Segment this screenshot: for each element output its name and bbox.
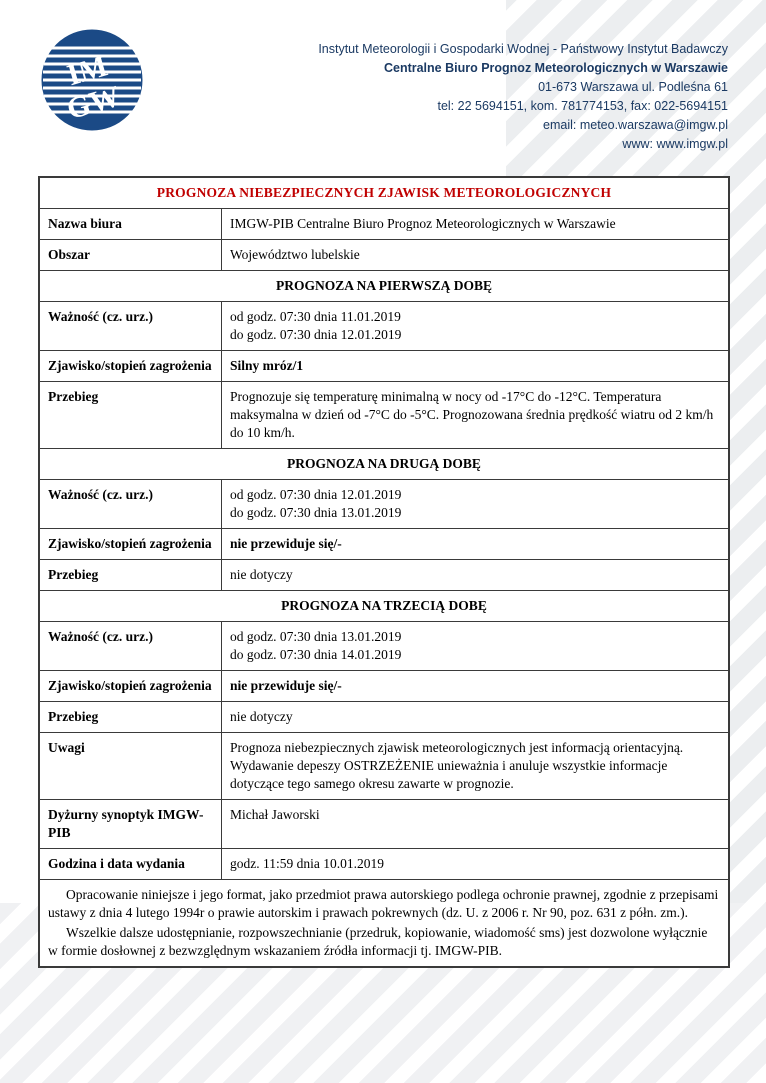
header-website: www: www.imgw.pl — [622, 137, 728, 151]
day1-section-header: PROGNOZA NA PIERWSZĄ DOBĘ — [40, 271, 729, 302]
synoptic-label: Dyżurny synoptyk IMGW-PIB — [40, 800, 222, 849]
table-row — [40, 529, 729, 560]
table-row — [40, 271, 729, 302]
area-label: Obszar — [40, 240, 222, 271]
table-row — [40, 702, 729, 733]
day3-section-header: PROGNOZA NA TRZECIĄ DOBĘ — [40, 591, 729, 622]
table-row — [40, 591, 729, 622]
table-row — [40, 733, 729, 800]
table-row — [40, 849, 729, 880]
header-email: email: meteo.warszawa@imgw.pl — [543, 118, 728, 132]
document-title: PROGNOZA NIEBEZPIECZNYCH ZJAWISK METEOROLOGICZNYCH — [40, 178, 729, 209]
office-value: IMGW-PIB Centralne Biuro Prognoz Meteorologicznych w Warszawie — [222, 209, 729, 240]
footnote-distribution: Wszelkie dalsze udostępnianie, rozpowszechnianie (przedruk, kopiowanie, wiadomość sms) jest dozwolone wyłącznie w formie dosłownej z bezwzględnym wskazaniem źródła informacji tj. IMGW-PIB. — [48, 925, 708, 958]
day2-validity-to: do godz. 07:30 dnia 13.01.2019 — [230, 505, 402, 520]
footnote-copyright: Opracowanie niniejsze i jego format, jako przedmiot prawa autorskiego podlega ochronie prawnej, zgodnie z przepisami ustawy z dnia 4 lutego 1994r o prawie autorskim i prawach pokrewnych (dz. U. z 2006 r. Nr 90, poz. 631 z półn. zm.). — [48, 887, 719, 920]
header-address: 01-673 Warszawa ul. Podleśna 61 — [538, 80, 728, 94]
day1-course-value: Prognozuje się temperaturę minimalną w nocy od -17°C do -12°C. Temperatura maksymalna w dzień od -7°C do -5°C. Prognozowana średnia prędkość wiatru od 2 km/h do 10 km/h. — [222, 382, 729, 449]
day3-phenomenon-label: Zjawisko/stopień zagrożenia — [40, 671, 222, 702]
day1-course-label: Przebieg — [40, 382, 222, 449]
day2-course-value: nie dotyczy — [222, 560, 729, 591]
day3-course-value: nie dotyczy — [222, 702, 729, 733]
table-row — [40, 302, 729, 351]
header-office-name: Centralne Biuro Prognoz Meteorologicznych w Warszawie — [383, 61, 728, 75]
header-institute-name: Instytut Meteorologii i Gospodarki Wodnej - Państwowy Instytut Badawczy — [318, 42, 728, 56]
forecast-table — [39, 177, 729, 967]
notes-value: Prognoza niebezpiecznych zjawisk meteorologicznych jest informacją orientacyjną. Wydawanie depeszy OSTRZEŻENIE unieważnia i anuluje wszystkie informacje dotyczące tego samego okresu zawarte w prognozie. — [222, 733, 729, 800]
synoptic-value: Michał Jaworski — [222, 800, 729, 849]
table-row — [40, 622, 729, 671]
table-row — [40, 351, 729, 382]
table-row — [40, 382, 729, 449]
day1-validity-from: od godz. 07:30 dnia 11.01.2019 — [230, 309, 401, 324]
issued-label: Godzina i data wydania — [40, 849, 222, 880]
day3-validity-from: od godz. 07:30 dnia 13.01.2019 — [230, 629, 402, 644]
area-value: Województwo lubelskie — [222, 240, 729, 271]
header-phone: tel: 22 5694151, kom. 781774153, fax: 022-5694151 — [437, 99, 728, 113]
day2-section-header: PROGNOZA NA DRUGĄ DOBĘ — [40, 449, 729, 480]
day3-validity-label: Ważność (cz. urz.) — [40, 622, 222, 671]
table-row — [40, 209, 729, 240]
document-header — [0, 0, 766, 154]
day1-validity-to: do godz. 07:30 dnia 12.01.2019 — [230, 327, 402, 342]
table-row — [40, 240, 729, 271]
day2-phenomenon-value: nie przewiduje się/- — [222, 529, 729, 560]
header-contact-block — [144, 28, 730, 154]
notes-label: Uwagi — [40, 733, 222, 800]
table-row — [40, 671, 729, 702]
svg-text:GW: GW — [63, 79, 124, 127]
table-row — [40, 800, 729, 849]
day1-phenomenon-label: Zjawisko/stopień zagrożenia — [40, 351, 222, 382]
table-row — [40, 178, 729, 209]
day2-validity-value — [222, 480, 729, 529]
day1-phenomenon-value: Silny mróz/1 — [222, 351, 729, 382]
day2-validity-from: od godz. 07:30 dnia 12.01.2019 — [230, 487, 402, 502]
forecast-table-wrapper — [38, 176, 730, 968]
day3-validity-value — [222, 622, 729, 671]
issued-value: godz. 11:59 dnia 10.01.2019 — [222, 849, 729, 880]
table-row — [40, 449, 729, 480]
day3-course-label: Przebieg — [40, 702, 222, 733]
day3-phenomenon-value: nie przewiduje się/- — [222, 671, 729, 702]
table-row — [40, 880, 729, 967]
footnote-cell — [40, 880, 729, 967]
day1-validity-label: Ważność (cz. urz.) — [40, 302, 222, 351]
table-row — [40, 560, 729, 591]
day1-validity-value — [222, 302, 729, 351]
table-row — [40, 480, 729, 529]
day2-course-label: Przebieg — [40, 560, 222, 591]
day2-phenomenon-label: Zjawisko/stopień zagrożenia — [40, 529, 222, 560]
day3-validity-to: do godz. 07:30 dnia 14.01.2019 — [230, 647, 402, 662]
day2-validity-label: Ważność (cz. urz.) — [40, 480, 222, 529]
svg-text:IM: IM — [63, 49, 112, 93]
office-label: Nazwa biura — [40, 209, 222, 240]
imgw-logo-icon — [40, 28, 144, 132]
